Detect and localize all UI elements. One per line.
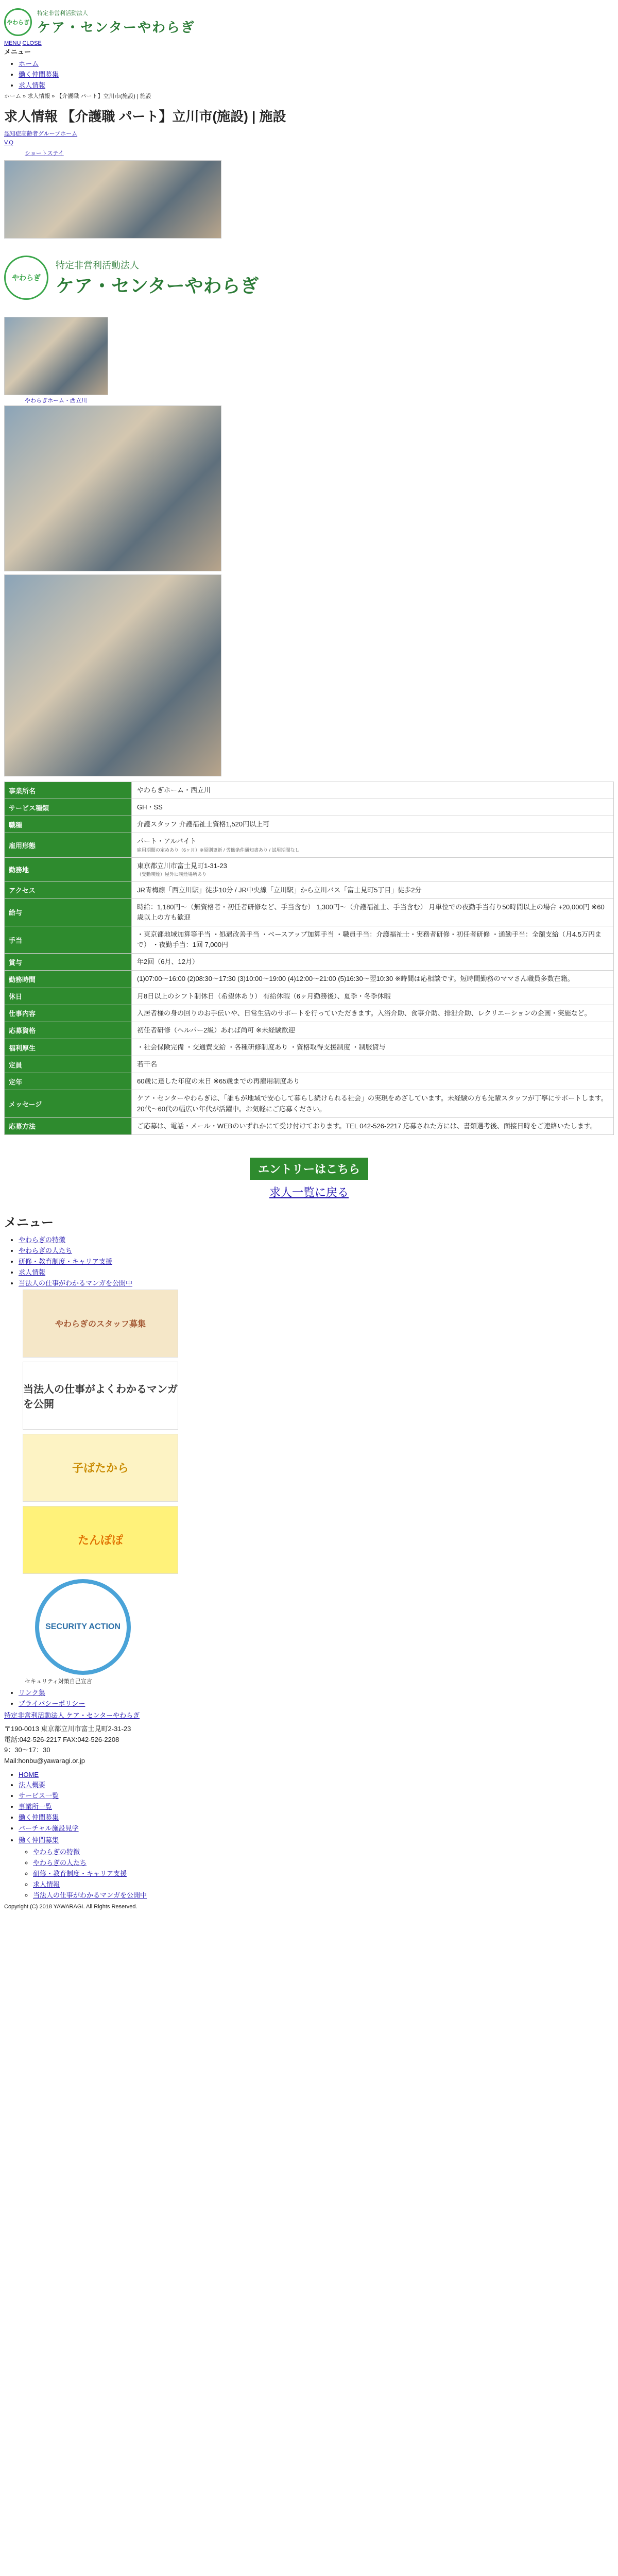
job-row-text: ケア・センターやわらぎは、「誰もが地域で安心して暮らし続けられる社会」の実現をめざしています。未経験の方も先輩スタッフが丁寧にサポートします。20代～60代の幅広い年代が活躍中。お気軽にご応募ください。 <box>137 1094 608 1113</box>
job-row-label: 手当 <box>5 926 132 954</box>
job-row-label: 定年 <box>5 1073 132 1090</box>
footer-nav-about[interactable]: 法人概要 <box>19 1781 46 1789</box>
banner-tanpopo[interactable]: たんぽぽ <box>23 1506 178 1574</box>
entry-button[interactable]: エントリーはこちら <box>250 1158 368 1180</box>
job-row-text: パート・アルバイト <box>137 837 197 845</box>
ver-link[interactable]: V.Q <box>4 140 13 146</box>
job-row-label: アクセス <box>5 882 132 899</box>
footer-nav-recruit[interactable]: 働く仲間募集 <box>19 1814 59 1822</box>
banner-staff[interactable]: やわらぎのスタッフ募集 <box>23 1290 178 1358</box>
job-row-label: 職種 <box>5 816 132 833</box>
job-row-text: ・東京都地域加算等手当 ・処遇改善手当 ・ベースアップ加算手当 ・職員手当：介護福祉士・実務者研修・初任者研修 ・通勤手当：全額支給（月4.5万円まで） ・夜勤手当：1回 7,000円 <box>137 930 602 949</box>
facility-photo-3 <box>4 405 221 571</box>
footer-nav-home[interactable]: HOME <box>19 1771 39 1779</box>
job-row-label: 勤務地 <box>5 857 132 882</box>
menu-link[interactable]: MENU <box>4 40 21 46</box>
org-name: ケア・センターやわらぎ <box>37 19 195 35</box>
site-logo[interactable] <box>4 4 614 40</box>
job-row <box>5 926 614 954</box>
job-row-value <box>132 1117 614 1134</box>
nav-recruit[interactable]: 働く仲間募集 <box>19 71 59 78</box>
job-row-text: 60歳に達した年度の末日 ※65歳までの再雇用制度あり <box>137 1077 300 1086</box>
job-row-label: 賞与 <box>5 954 132 971</box>
job-row <box>5 816 614 833</box>
footer-address: 〒190-0013 東京都立川市富士見町2-31-23 <box>4 1724 131 1733</box>
job-row-value <box>132 1039 614 1056</box>
footer-mail: Mail:honbu@yawaragi.or.jp <box>4 1757 85 1765</box>
job-row-value <box>132 926 614 954</box>
footer-nav-virtual-tour[interactable]: バーチャル施設見学 <box>19 1824 79 1833</box>
job-row-text: 年2回（6月、12月） <box>137 958 199 966</box>
job-row-value <box>132 799 614 816</box>
footer-menu-people[interactable]: やわらぎの人たち <box>19 1246 73 1255</box>
job-row-text: 入居者様の身の回りのお手伝いや、日常生活のサポートを行っていただきます。入浴介助、食事介助、排泄介助、レクリエーションの企画・実施など。 <box>137 1009 591 1017</box>
footer-nav2-people[interactable]: やわらぎの人たち <box>33 1859 87 1867</box>
group-home-link[interactable]: 認知症高齢者グループホーム <box>4 131 78 137</box>
job-table <box>4 782 614 1135</box>
job-row-label: 福利厚生 <box>5 1039 132 1056</box>
footer-nav2-jobs[interactable]: 求人情報 <box>33 1880 60 1889</box>
job-row-text: やわらぎホーム・西立川 <box>137 786 211 794</box>
job-row-text: (1)07:00～16:00 (2)08:30～17:30 (3)10:00～19:00 (4)12:00～21:00 (5)16:30～翌10:30 ※時間は応相談です。短時間勤務のママさん職員多数在籍。 <box>137 975 574 983</box>
security-action-badge[interactable]: SECURITY ACTION <box>35 1579 131 1675</box>
job-row-text: 東京都立川市富士見町1-31-23 <box>137 861 227 870</box>
job-row <box>5 857 614 882</box>
job-row-value <box>132 899 614 926</box>
job-row-value <box>132 782 614 799</box>
facility-photo-2 <box>4 317 108 395</box>
job-row-note: 雇用期間の定めあり（6ヶ月）※原則更新 / 労働条件通知書あり / 試用期間なし <box>137 847 300 853</box>
logo-large-icon: やわらぎ <box>4 256 48 300</box>
job-row-text: 月8日以上のシフト制休日（希望休あり） 有給休暇（6ヶ月勤務後）、夏季・冬季休暇 <box>137 992 391 1000</box>
close-link[interactable]: CLOSE <box>22 40 42 46</box>
link-list[interactable]: リンク集 <box>19 1688 45 1697</box>
footer-hours: 9：30～17：30 <box>4 1746 50 1754</box>
job-row-value <box>132 1005 614 1022</box>
job-row-label: 事業所名 <box>5 782 132 799</box>
facility-photo-1 <box>4 160 221 239</box>
job-row-value <box>132 1022 614 1039</box>
job-row-note: （受動喫煙）屋外に喫煙場所あり <box>137 871 207 877</box>
job-row-label: 勤務時間 <box>5 971 132 988</box>
footer-nav2-manga[interactable]: 当法人の仕事がわかるマンガを公開中 <box>33 1891 147 1900</box>
job-row-value <box>132 954 614 971</box>
back-to-list-link[interactable]: 求人一覧に戻る <box>269 1185 349 1199</box>
job-row-label: 応募方法 <box>5 1117 132 1134</box>
job-row <box>5 1056 614 1073</box>
footer-menu-training[interactable]: 研修・教育制度・キャリア支援 <box>19 1257 113 1265</box>
copyright: Copyright (C) 2018 YAWARAGI. All Rights Reserved. <box>4 1904 138 1910</box>
facility-photo-4 <box>4 574 221 776</box>
footer-menu <box>4 1234 614 1287</box>
job-row <box>5 971 614 988</box>
job-row-value <box>132 833 614 857</box>
footer-nav-offices[interactable]: 事業所一覧 <box>19 1803 53 1811</box>
footer-tel: 電話:042-526-2217 FAX:042-526-2208 <box>4 1735 119 1743</box>
job-row-value <box>132 988 614 1005</box>
job-row <box>5 1022 614 1039</box>
job-row-label: 雇用形態 <box>5 833 132 857</box>
footer-menu-jobs[interactable]: 求人情報 <box>19 1268 46 1276</box>
banner-manga[interactable]: 当法人の仕事がよくわかるマンガを公開 <box>23 1362 178 1430</box>
logo-large-name: ケア・センターやわらぎ <box>56 275 259 296</box>
footer-org-link[interactable]: 特定非営利活動法人 ケア・センターやわらぎ <box>4 1711 140 1719</box>
job-row <box>5 1005 614 1022</box>
job-row-label: 仕事内容 <box>5 1005 132 1022</box>
breadcrumb: ホーム » 求人情報 » 【介護職 パート】立川市(施設) | 施設 <box>4 93 151 99</box>
job-row-label: 応募資格 <box>5 1022 132 1039</box>
footer-nav2 <box>4 1835 614 1900</box>
job-row <box>5 1090 614 1117</box>
job-row <box>5 988 614 1005</box>
footer-nav2-feature[interactable]: やわらぎの特徴 <box>33 1848 80 1856</box>
page-title: 求人情報 【介護職 パート】立川市(施設) | 施設 <box>4 109 286 124</box>
menu-heading: メニュー <box>4 48 31 56</box>
job-row-value <box>132 816 614 833</box>
job-row <box>5 799 614 816</box>
footer-menu-feature[interactable]: やわらぎの特徴 <box>19 1235 66 1244</box>
job-row-text: ご応募は、電話・メール・WEBのいずれかにて受け付けております。TEL 042-526-2217 応募された方には、書類選考後、面接日時をご連絡いたします。 <box>137 1122 597 1130</box>
job-row-value <box>132 1056 614 1073</box>
nav-jobs[interactable]: 求人情報 <box>19 81 46 89</box>
job-row <box>5 954 614 971</box>
job-row-label: メッセージ <box>5 1090 132 1117</box>
job-row <box>5 1039 614 1056</box>
job-row <box>5 882 614 899</box>
footer-menu-manga[interactable]: 当法人の仕事がわかるマンガを公開中 <box>19 1279 133 1287</box>
job-row-label: サービス種類 <box>5 799 132 816</box>
job-row-text: JR青梅線「西立川駅」徒歩10分 / JR中央線「立川駅」から立川バス「富士見町5丁目」徒歩2分 <box>137 886 422 894</box>
job-row <box>5 899 614 926</box>
top-nav <box>4 58 614 90</box>
footer-links <box>4 1687 614 1708</box>
security-caption: セキュリティ対策自己宣言 <box>25 1678 92 1685</box>
facility-logo <box>4 247 614 309</box>
job-row <box>5 833 614 857</box>
job-row-text: 若干名 <box>137 1060 158 1069</box>
footer-menu-heading: メニュー <box>4 1215 54 1230</box>
job-row <box>5 782 614 799</box>
job-row-label: 定員 <box>5 1056 132 1073</box>
privacy-policy-link[interactable]: プライバシーポリシー <box>19 1699 85 1707</box>
job-row-text: ・社会保険完備 ・交通費支給 ・各種研修制度あり ・資格取得支援制度 ・制服貸与 <box>137 1043 386 1051</box>
job-row-text: GH・SS <box>137 803 163 811</box>
org-small: 特定非営利活動法人 <box>37 10 88 16</box>
job-row-value <box>132 857 614 882</box>
job-row-value <box>132 1073 614 1090</box>
job-row-text: 初任者研修（ヘルパー2級）あれば尚可 ※未経験歓迎 <box>137 1026 295 1034</box>
footer-nav <box>4 1771 614 1833</box>
footer-nav2-training[interactable]: 研修・教育制度・キャリア支援 <box>33 1870 127 1878</box>
job-row-text: 時給：1,180円～（無資格者・初任者研修など、手当含む） 1,300円～（介護福祉士、手当含む） 月単位での夜勤手当有り50時間以上の場合 +20,000円 ※60歳以上の方も歓迎 <box>137 903 605 921</box>
job-row-label: 休日 <box>5 988 132 1005</box>
logo-mark-icon: やわらぎ <box>4 8 32 36</box>
footer-nav-services[interactable]: サービス一覧 <box>19 1792 59 1800</box>
job-row-value <box>132 971 614 988</box>
job-row-value <box>132 1090 614 1117</box>
logo-large-small: 特定非営利活動法人 <box>56 260 139 270</box>
job-row-label: 給与 <box>5 899 132 926</box>
short-stay-link[interactable]: ショートステイ <box>25 150 64 157</box>
banner-kobata[interactable]: 子ばたから <box>23 1434 178 1502</box>
job-row-text: 介護スタッフ 介護福祉士資格1,520円以上可 <box>137 820 270 828</box>
job-row <box>5 1117 614 1134</box>
photo-caption: やわらぎホーム・西立川 <box>25 398 87 404</box>
job-row-value <box>132 882 614 899</box>
nav-home[interactable]: ホーム <box>19 60 39 67</box>
job-row <box>5 1073 614 1090</box>
footer-nav2-title[interactable]: 働く仲間募集 <box>19 1836 59 1844</box>
